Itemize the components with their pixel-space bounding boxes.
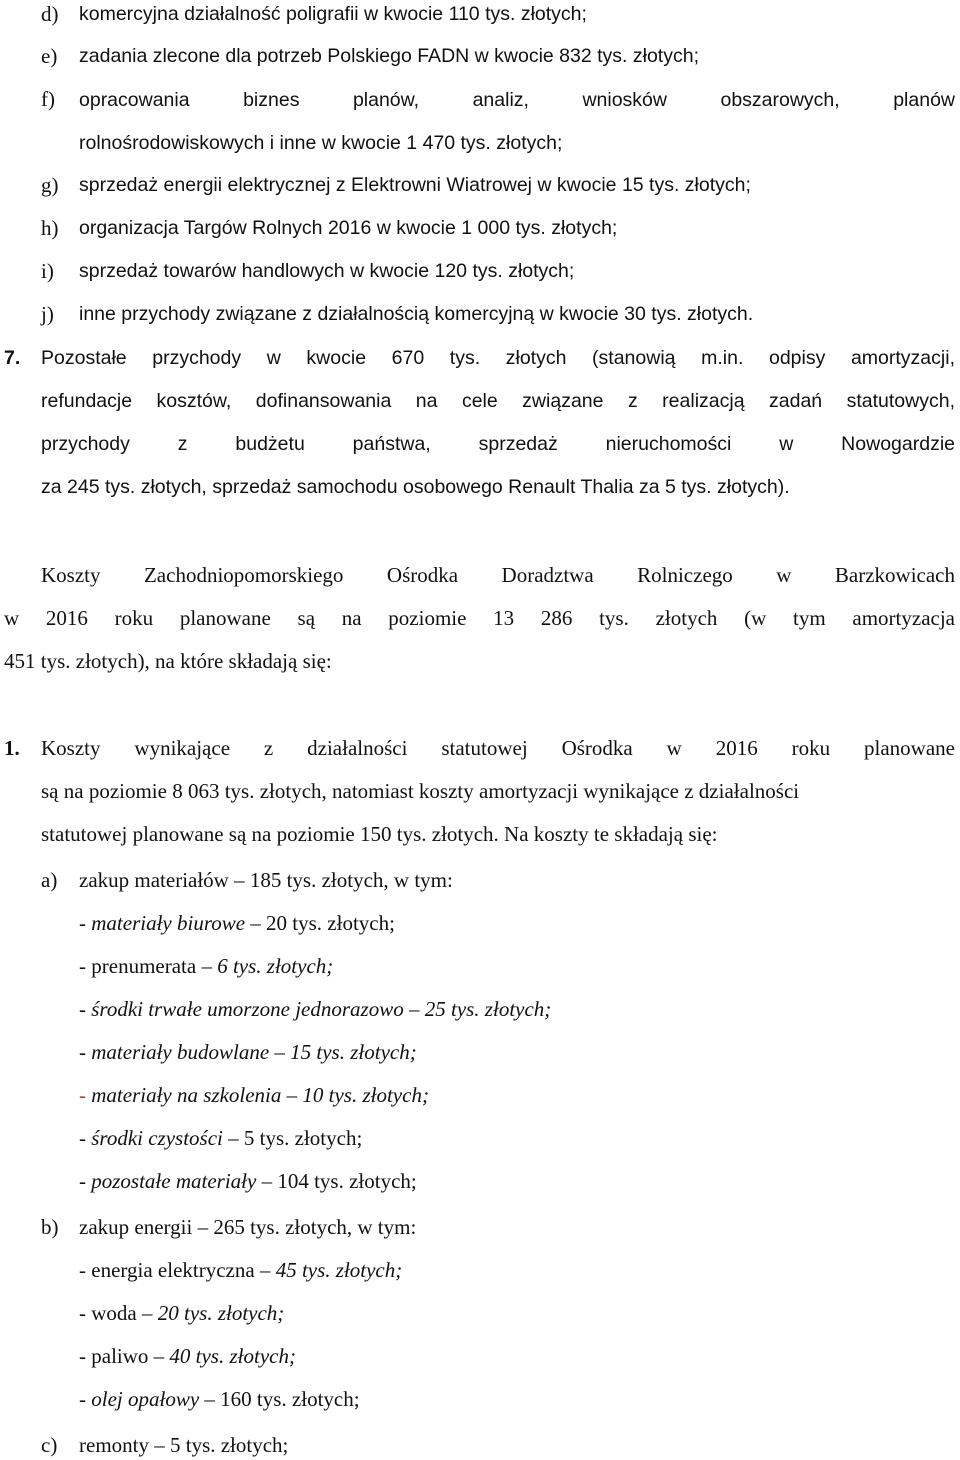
list-text-f: opracowania biznes planów, analiz, wniosków obszarowych, planów <box>79 89 955 111</box>
item-1-line2: są na poziomie 8 063 tys. złotych, natomiast koszty amortyzacji wynikające z działalności <box>41 779 800 803</box>
sub-item: - energia elektryczna – 45 tys. złotych; <box>79 1258 403 1282</box>
list-label: d) <box>41 2 59 26</box>
sub-item: - prenumerata – 6 tys. złotych; <box>79 954 334 978</box>
sub-item: - pozostałe materiały – 104 tys. złotych; <box>79 1169 417 1193</box>
list-text: inne przychody związane z działalnością komercyjną w kwocie 30 tys. złotych. <box>79 303 754 325</box>
list-text-f-cont: rolnośrodowiskowych i inne w kwocie 1 470 tys. złotych; <box>79 132 563 154</box>
sub-item: - paliwo – 40 tys. złotych; <box>79 1344 296 1368</box>
list-text: sprzedaż energii elektrycznej z Elektrowni Wiatrowej w kwocie 15 tys. złotych; <box>79 174 751 196</box>
list-item-e <box>41 42 699 70</box>
list-text: komercyjna działalność poligrafii w kwocie 110 tys. złotych; <box>79 3 587 25</box>
list-label: h) <box>41 216 59 240</box>
costs-intro-line1: Koszty Zachodniopomorskiego Ośrodka Doradztwa Rolniczego w Barzkowicach <box>41 563 955 587</box>
list-label: i) <box>41 259 54 283</box>
sub-item: - woda – 20 tys. złotych; <box>79 1301 285 1325</box>
sub-item: - olej opałowy – 160 tys. złotych; <box>79 1387 360 1411</box>
item-7-line4: za 245 tys. złotych, sprzedaż samochodu osobowego Renault Thalia za 5 tys. złotych). <box>41 476 790 498</box>
item-1-line1: Koszty wynikające z działalności statutowej Ośrodka w 2016 roku planowane <box>41 736 955 760</box>
list-label: g) <box>41 173 59 197</box>
group-c-label: c) <box>41 1433 58 1457</box>
sub-item: - materiały na szkolenia – 10 tys. złotych; <box>79 1083 429 1107</box>
list-label: j) <box>41 302 54 326</box>
list-item-j <box>41 300 754 328</box>
sub-item: - materiały budowlane – 15 tys. złotych; <box>79 1040 417 1064</box>
list-text: sprzedaż towarów handlowych w kwocie 120 tys. złotych; <box>79 260 575 282</box>
item-7-line3: przychody z budżetu państwa, sprzedaż nieruchomości w Nowogardzie <box>41 433 955 455</box>
group-b-label: b) <box>41 1215 59 1239</box>
item-1-label: 1. <box>4 736 20 760</box>
list-item-i <box>41 257 575 285</box>
sub-item: - środki trwałe umorzone jednorazowo – 25 tys. złotych; <box>79 997 552 1021</box>
sub-item: - materiały biurowe – 20 tys. złotych; <box>79 911 395 935</box>
list-item-d <box>41 0 587 28</box>
group-a-label: a) <box>41 868 58 892</box>
list-label: e) <box>41 44 58 68</box>
list-item-f <box>41 85 55 113</box>
list-label: f) <box>41 87 55 111</box>
item-7-line1: Pozostałe przychody w kwocie 670 tys. złotych (stanowią m.in. odpisy amortyzacji, <box>41 347 955 369</box>
list-item-g <box>41 171 751 199</box>
item-7-line2: refundacje kosztów, dofinansowania na cele związane z realizacją zadań statutowych, <box>41 390 955 412</box>
costs-intro-line2: w 2016 roku planowane są na poziomie 13 286 tys. złotych (w tym amortyzacja <box>4 606 955 630</box>
list-text: organizacja Targów Rolnych 2016 w kwocie 1 000 tys. złotych; <box>79 217 618 239</box>
group-a-text: zakup materiałów – 185 tys. złotych, w tym: <box>79 868 453 892</box>
sub-item: - środki czystości – 5 tys. złotych; <box>79 1126 363 1150</box>
group-b-text: zakup energii – 265 tys. złotych, w tym: <box>79 1215 417 1239</box>
costs-intro-line3: 451 tys. złotych), na które składają się: <box>4 649 332 673</box>
list-text: zadania zlecone dla potrzeb Polskiego FADN w kwocie 832 tys. złotych; <box>79 45 699 67</box>
item-1-line3: statutowej planowane są na poziomie 150 tys. złotych. Na koszty te składają się: <box>41 822 718 846</box>
group-c-text: remonty – 5 tys. złotych; <box>79 1433 289 1457</box>
list-item-h <box>41 214 618 242</box>
item-7-label: 7. <box>4 347 21 369</box>
